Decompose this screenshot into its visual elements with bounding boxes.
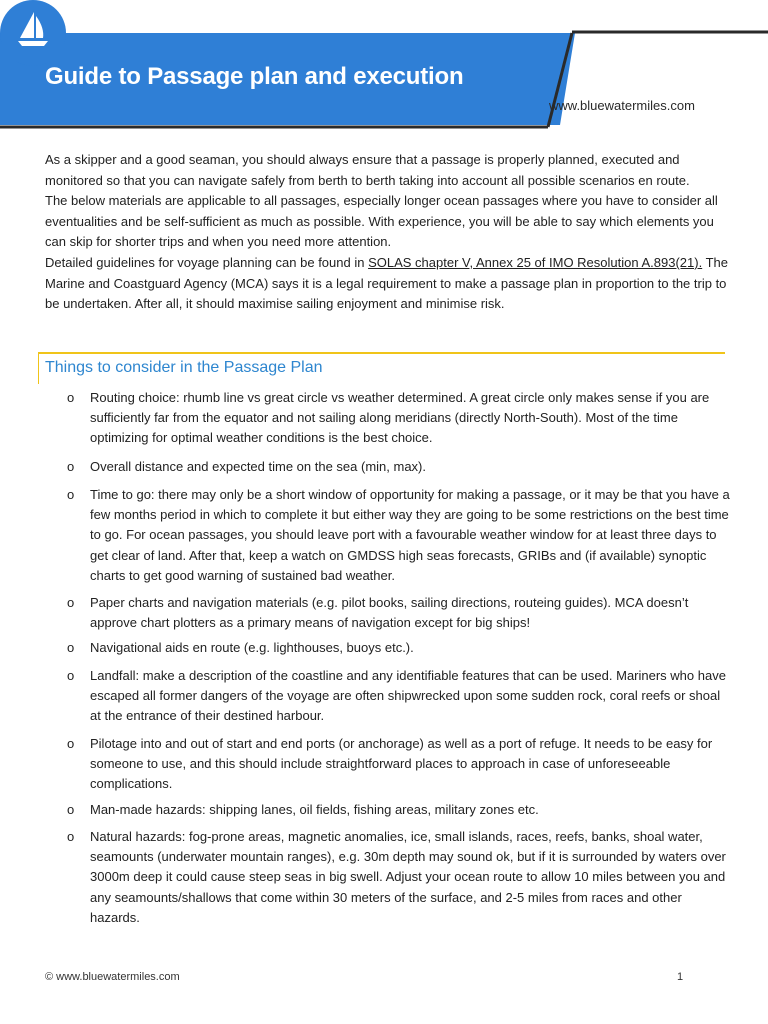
list-item: Overall distance and expected time on the sea (min, max).: [90, 459, 426, 474]
footer-copyright: © www.bluewatermiles.com: [45, 971, 180, 983]
bullet-icon: o: [67, 668, 75, 683]
intro-paragraph-2: The below materials are applicable to all passages, especially longer ocean passages where you have to consider all eventualities and be self-sufficient as much as possible. With experience, you will be able to say which elements you can skip for shorter trips and when you need more attention.: [45, 193, 718, 250]
intro-section: [45, 150, 735, 315]
section-heading: Things to consider in the Passage Plan: [45, 359, 323, 376]
site-url[interactable]: www.bluewatermiles.com: [549, 98, 695, 113]
intro-paragraph-3: [45, 253, 735, 315]
bullet-icon: o: [67, 640, 75, 655]
solas-reference-link[interactable]: SOLAS chapter V, Annex 25 of IMO Resolution A.893(21).: [368, 254, 703, 270]
list-item: Man-made hazards: shipping lanes, oil fields, fishing areas, military zones etc.: [90, 802, 539, 817]
heading-rule: [38, 352, 725, 354]
intro-paragraph-1: As a skipper and a good seaman, you should always ensure that a passage is properly planned, executed and monitored so that you can navigate safely from berth to berth taking into account all possible scenarios en route.: [45, 152, 690, 188]
page-number: 1: [677, 971, 684, 983]
bullet-icon: o: [67, 802, 75, 817]
list-item: Navigational aids en route (e.g. lighthouses, buoys etc.).: [90, 640, 414, 655]
list-item: Landfall: make a description of the coastline and any identifiable features that can be used. Mariners who have escaped all former dangers of the voyage are often shipwrecked upon some sudden rock, coral reefs or shoal at the entrance of their destined harbour.: [90, 668, 726, 724]
list-item: Time to go: there may only be a short window of opportunity for making a passage, or it may be that you have a few months period in which to complete it but either way they are going to be some restrictions on the best time to go. For ocean passages, you should leave port with a favourable weather window for at least three days to get clear of land. After that, keep a watch on GMDSS high seas forecasts, GRIBs and (if available) synoptic charts to get good warning of sustained bad weather.: [90, 487, 730, 583]
bullet-icon: o: [67, 459, 75, 474]
list-item: Natural hazards: fog-prone areas, magnetic anomalies, ice, small islands, races, reefs, banks, shoal water, seamounts (underwater mountain ranges), e.g. 30m depth may sound ok, but if it is surrounded by waters over 3000m deep it could cause steep seas in big swell. Adjust your ocean route to allow 10 miles between you and any seamounts/shallows that come within 30 meters of the surface, and 2-5 miles from races and other hazards.: [90, 829, 726, 925]
heading-accent-bar: [38, 352, 39, 384]
list-item: Pilotage into and out of start and end ports (or anchorage) as well as a port of refuge. It needs to be easy for someone to use, and this should include straightforward places to approach in case of unforeseeable complications.: [90, 736, 713, 792]
intro-text: The Marine and Coastguard Agency (MCA) says it is a legal requirement to make a passage plan in proportion to the trip to be undertaken. After all, it should maximise sailing enjoyment and minimise risk.: [45, 254, 728, 312]
bullet-icon: o: [67, 595, 75, 610]
logo-text: Bluewater Miles: [612, 75, 662, 82]
document-title: Guide to Passage plan and execution: [45, 63, 464, 90]
bullet-icon: o: [67, 487, 75, 502]
list-item: Paper charts and navigation materials (e.g. pilot books, sailing directions, routeing guides). MCA doesn’t approve chart plotters as a primary means of navigation except for big ships!: [90, 595, 689, 631]
sailboat-logo-icon: [0, 0, 66, 66]
bullet-icon: o: [67, 829, 75, 844]
list-item: Routing choice: rhumb line vs great circle vs weather determined. A great circle only makes sense if you are sufficiently far from the equator and not sailing along meridians (directly North-South). Most of the time optimizing for optimal weather conditions is the best choice.: [90, 390, 710, 446]
bullet-icon: o: [67, 736, 75, 751]
header-banner: [0, 0, 768, 130]
intro-text: Detailed guidelines for voyage planning can be found in: [45, 254, 369, 270]
bullet-icon: o: [67, 390, 75, 405]
